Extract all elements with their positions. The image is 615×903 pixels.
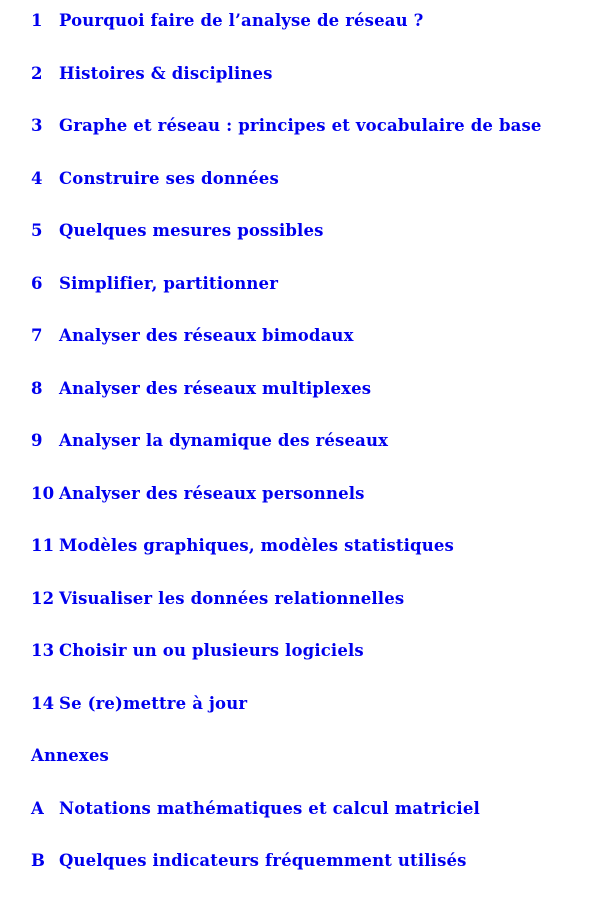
chapter-number: A [31,798,44,818]
chapter-title: Visualiser les données relationnelles [59,588,405,608]
chapter-number: 2 [31,63,43,83]
toc-entry-chapter-1[interactable] [31,10,601,63]
chapter-number: 14 [31,693,55,713]
chapter-title: Quelques mesures possibles [59,221,324,240]
chapter-title: Simplifier, partitionner [59,273,279,293]
chapter-number: 11 [31,536,55,555]
toc-entry-chapter-3[interactable] [31,115,601,168]
toc-entry-chapter-2[interactable] [31,63,601,116]
toc-entry-chapter-4[interactable] [31,168,601,221]
chapter-number: 7 [31,326,43,345]
toc-entry-chapter-7[interactable] [31,325,601,378]
toc-entry-chapter-5[interactable] [31,220,601,273]
toc-entry-chapter-10[interactable] [31,483,601,536]
toc-entry-annexes[interactable] [31,745,601,798]
chapter-title: Analyser la dynamique des réseaux [59,431,389,450]
toc-entry-annex-a[interactable] [31,798,601,851]
toc-entry-chapter-6[interactable] [31,273,601,326]
chapter-title: Histoires & disciplines [59,63,273,83]
chapter-number: B [31,851,46,870]
chapter-title: Notations mathématiques et calcul matriciel [59,798,480,818]
chapter-number: 6 [31,273,43,293]
chapter-number: 8 [31,378,43,398]
chapter-title: Modèles graphiques, modèles statistiques [59,536,454,555]
chapter-number: 9 [31,431,43,450]
chapter-title: Analyser des réseaux bimodaux [59,326,354,345]
chapter-title: Analyser des réseaux multiplexes [59,378,372,398]
toc-entry-chapter-9[interactable] [31,430,601,483]
chapter-title: Se (re)mettre à jour [59,693,248,713]
chapter-title: Graphe et réseau : principes et vocabulaire de base [59,116,542,135]
toc-entry-annex-b[interactable] [31,850,601,903]
chapter-title: Choisir un ou plusieurs logiciels [59,641,364,660]
chapter-number: 4 [31,168,43,188]
chapter-number: 5 [31,221,43,240]
chapter-number: 13 [31,641,55,660]
table-of-contents [31,10,601,903]
chapter-title: Annexes [31,746,109,765]
chapter-number: 3 [31,116,43,135]
chapter-title: Quelques indicateurs fréquemment utilisés [59,851,467,870]
chapter-number: 10 [31,483,55,503]
chapter-title: Analyser des réseaux personnels [59,483,365,503]
toc-entry-chapter-14[interactable] [31,693,601,746]
toc-entry-chapter-13[interactable] [31,640,601,693]
toc-entry-chapter-12[interactable] [31,588,601,641]
toc-entry-chapter-8[interactable] [31,378,601,431]
chapter-title: Construire ses données [59,168,279,188]
chapter-number: 1 [31,11,43,30]
toc-entry-chapter-11[interactable] [31,535,601,588]
chapter-title: Pourquoi faire de l’analyse de réseau ? [59,11,424,30]
chapter-number: 12 [31,588,55,608]
